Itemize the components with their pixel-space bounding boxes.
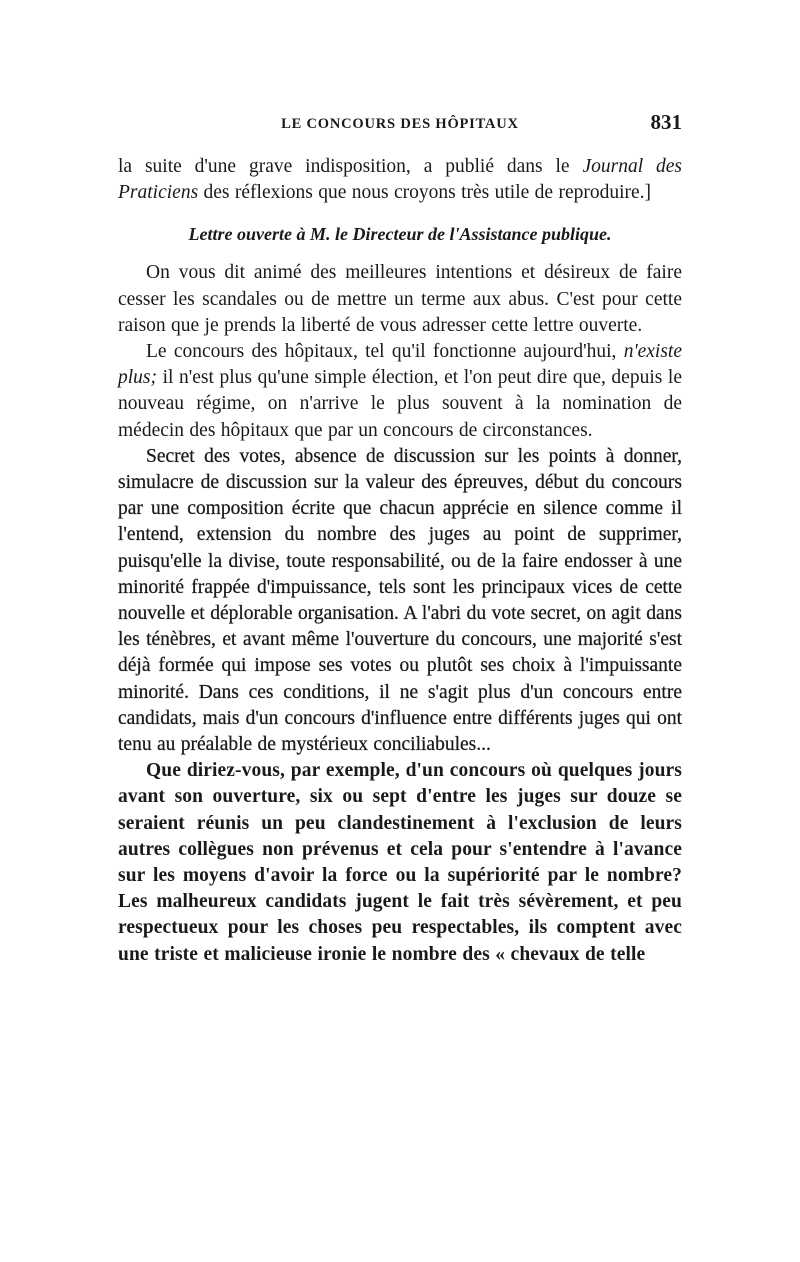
paragraph-intro: On vous dit animé des meilleures intentions et désireux de faire cesser les scandales ou de mettre un terme aux abus. C'est pour cette raison que je prends la liberté de vous adresser cette lettre ouverte. <box>118 262 682 336</box>
paragraph-concours <box>118 339 682 444</box>
running-head <box>118 108 682 142</box>
book-page <box>118 108 682 968</box>
page-number: 831 <box>650 110 682 134</box>
letter-title: Lettre ouverte à M. le Directeur de l'Assistance publique. <box>188 224 612 245</box>
emphasis-n-existe-plus: n'existe plus; <box>118 341 682 389</box>
paragraph-reunion: Que diriez-vous, par exemple, d'un concours où quelques jours avant son ouverture, six ou sept d'entre les juges sur douze se seraient réunis un peu clandestinement à l'exclusion de leurs autres collègues non prévenus et cela pour s'entendre à l'avance sur les moyens d'avoir la force ou la supériorité par le nombre? Les malheureux candidats jugent le fait très sévèrement, et peu respectueux pour les choses peu respectables, ils comptent avec une triste et malicieuse ironie le nombre des « chevaux de telle <box>118 760 682 965</box>
paragraph-vices: Secret des votes, absence de discussion sur les points à donner, simulacre de discussion sur la valeur des épreuves, début du concours par une composition écrite que chacun apprécie en silence comme il l'entend, extension du nombre des juges au point de supprimer, puisqu'elle la divise, toute responsabilité, ou de la faire endosser à une minorité frappée d'impuissance, tels sont les principaux vices de cette nouvelle et déplorable organisation. A l'abri du vote secret, on agit dans les ténèbres, et avant même l'ouverture du concours, une majorité s'est déjà formée qui impose ses votes ou plutôt ses choix à l'impuissante minorité. Dans ces conditions, il ne s'agit plus d'un concours entre candidats, mais d'un concours d'influence entre différents juges qui ont tenu au préalable de mystérieux conciliabules... <box>118 445 682 756</box>
p3-text-a: Le concours des hôpitaux, tel qu'il fonctionne aujourd'hui, <box>146 341 624 363</box>
p1-text-b: des réflexions que nous croyons très utile de reproduire.] <box>198 182 652 204</box>
journal-title: Journal des Praticiens <box>118 156 682 204</box>
paragraph-continuation <box>118 154 682 206</box>
p3-text-b: il n'est plus qu'une simple élection, et l'on peut dire que, depuis le nouveau régime, on n'arrive le plus souvent à la nomination de médecin des hôpitaux que par un concours de circonstances. <box>118 367 682 441</box>
running-title: LE CONCOURS DES HÔPITAUX <box>281 116 519 132</box>
p1-text-a: la suite d'une grave indisposition, a publié dans le <box>118 156 583 177</box>
